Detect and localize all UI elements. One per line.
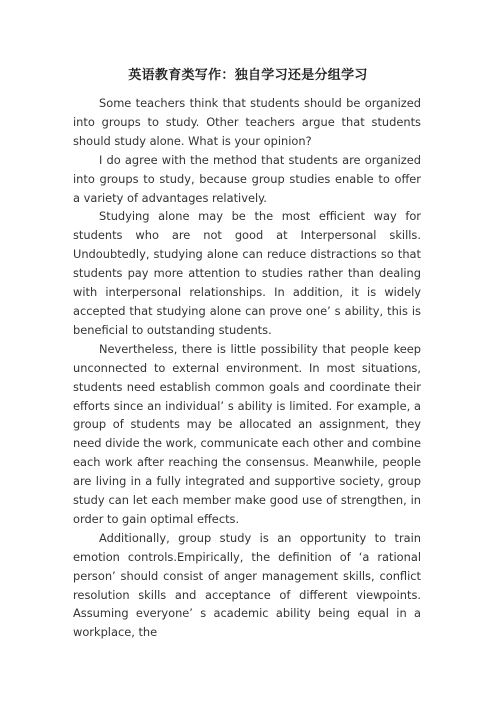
paragraph-studying-alone: Studying alone may be the most efficient way for students who are not good at Interpersonal skills. Undoubtedly, studying alone can reduce distractions so that students pay more attention to studies rather than dealing with interpersonal relationships. In addition, it is widely accepted that studying alone can prove one’ s ability, this is beneficial to outstanding students.	[73, 209, 421, 337]
paragraph-emotion-control: Additionally, group study is an opportunity to train emotion controls.Empirically, the definition of ‘a rational person’ should consist of anger management skills, conflict resolution skills and acceptance of different viewpoints. Assuming everyone’ s academic ability being equal in a workplace, the	[73, 530, 421, 640]
paragraph-prompt: Some teachers think that students should be organized into groups to study. Other teachers argue that students should study alone. What is your opinion?	[73, 96, 421, 148]
document-title: 英语教育类写作：独自学习还是分组学习	[128, 68, 368, 83]
document-body	[73, 94, 421, 642]
paragraph-opinion: I do agree with the method that students are organized into groups to study, because group studies enable to offer a variety of advantages relatively.	[73, 152, 421, 205]
paragraph-group-study: Nevertheless, there is little possibility that people keep unconnected to external environment. In most situations, students need establish common goals and coordinate their efforts since an individual’ s ability is limited. For example, a group of students may be allocated an assignment, they need divide the work, communicate each other and combine each work after reaching the consensus. Meanwhile, people are living in a fully integrated and supportive society, group study can let each member make good use of strengthen, in order to gain optimal effects.	[73, 341, 421, 526]
